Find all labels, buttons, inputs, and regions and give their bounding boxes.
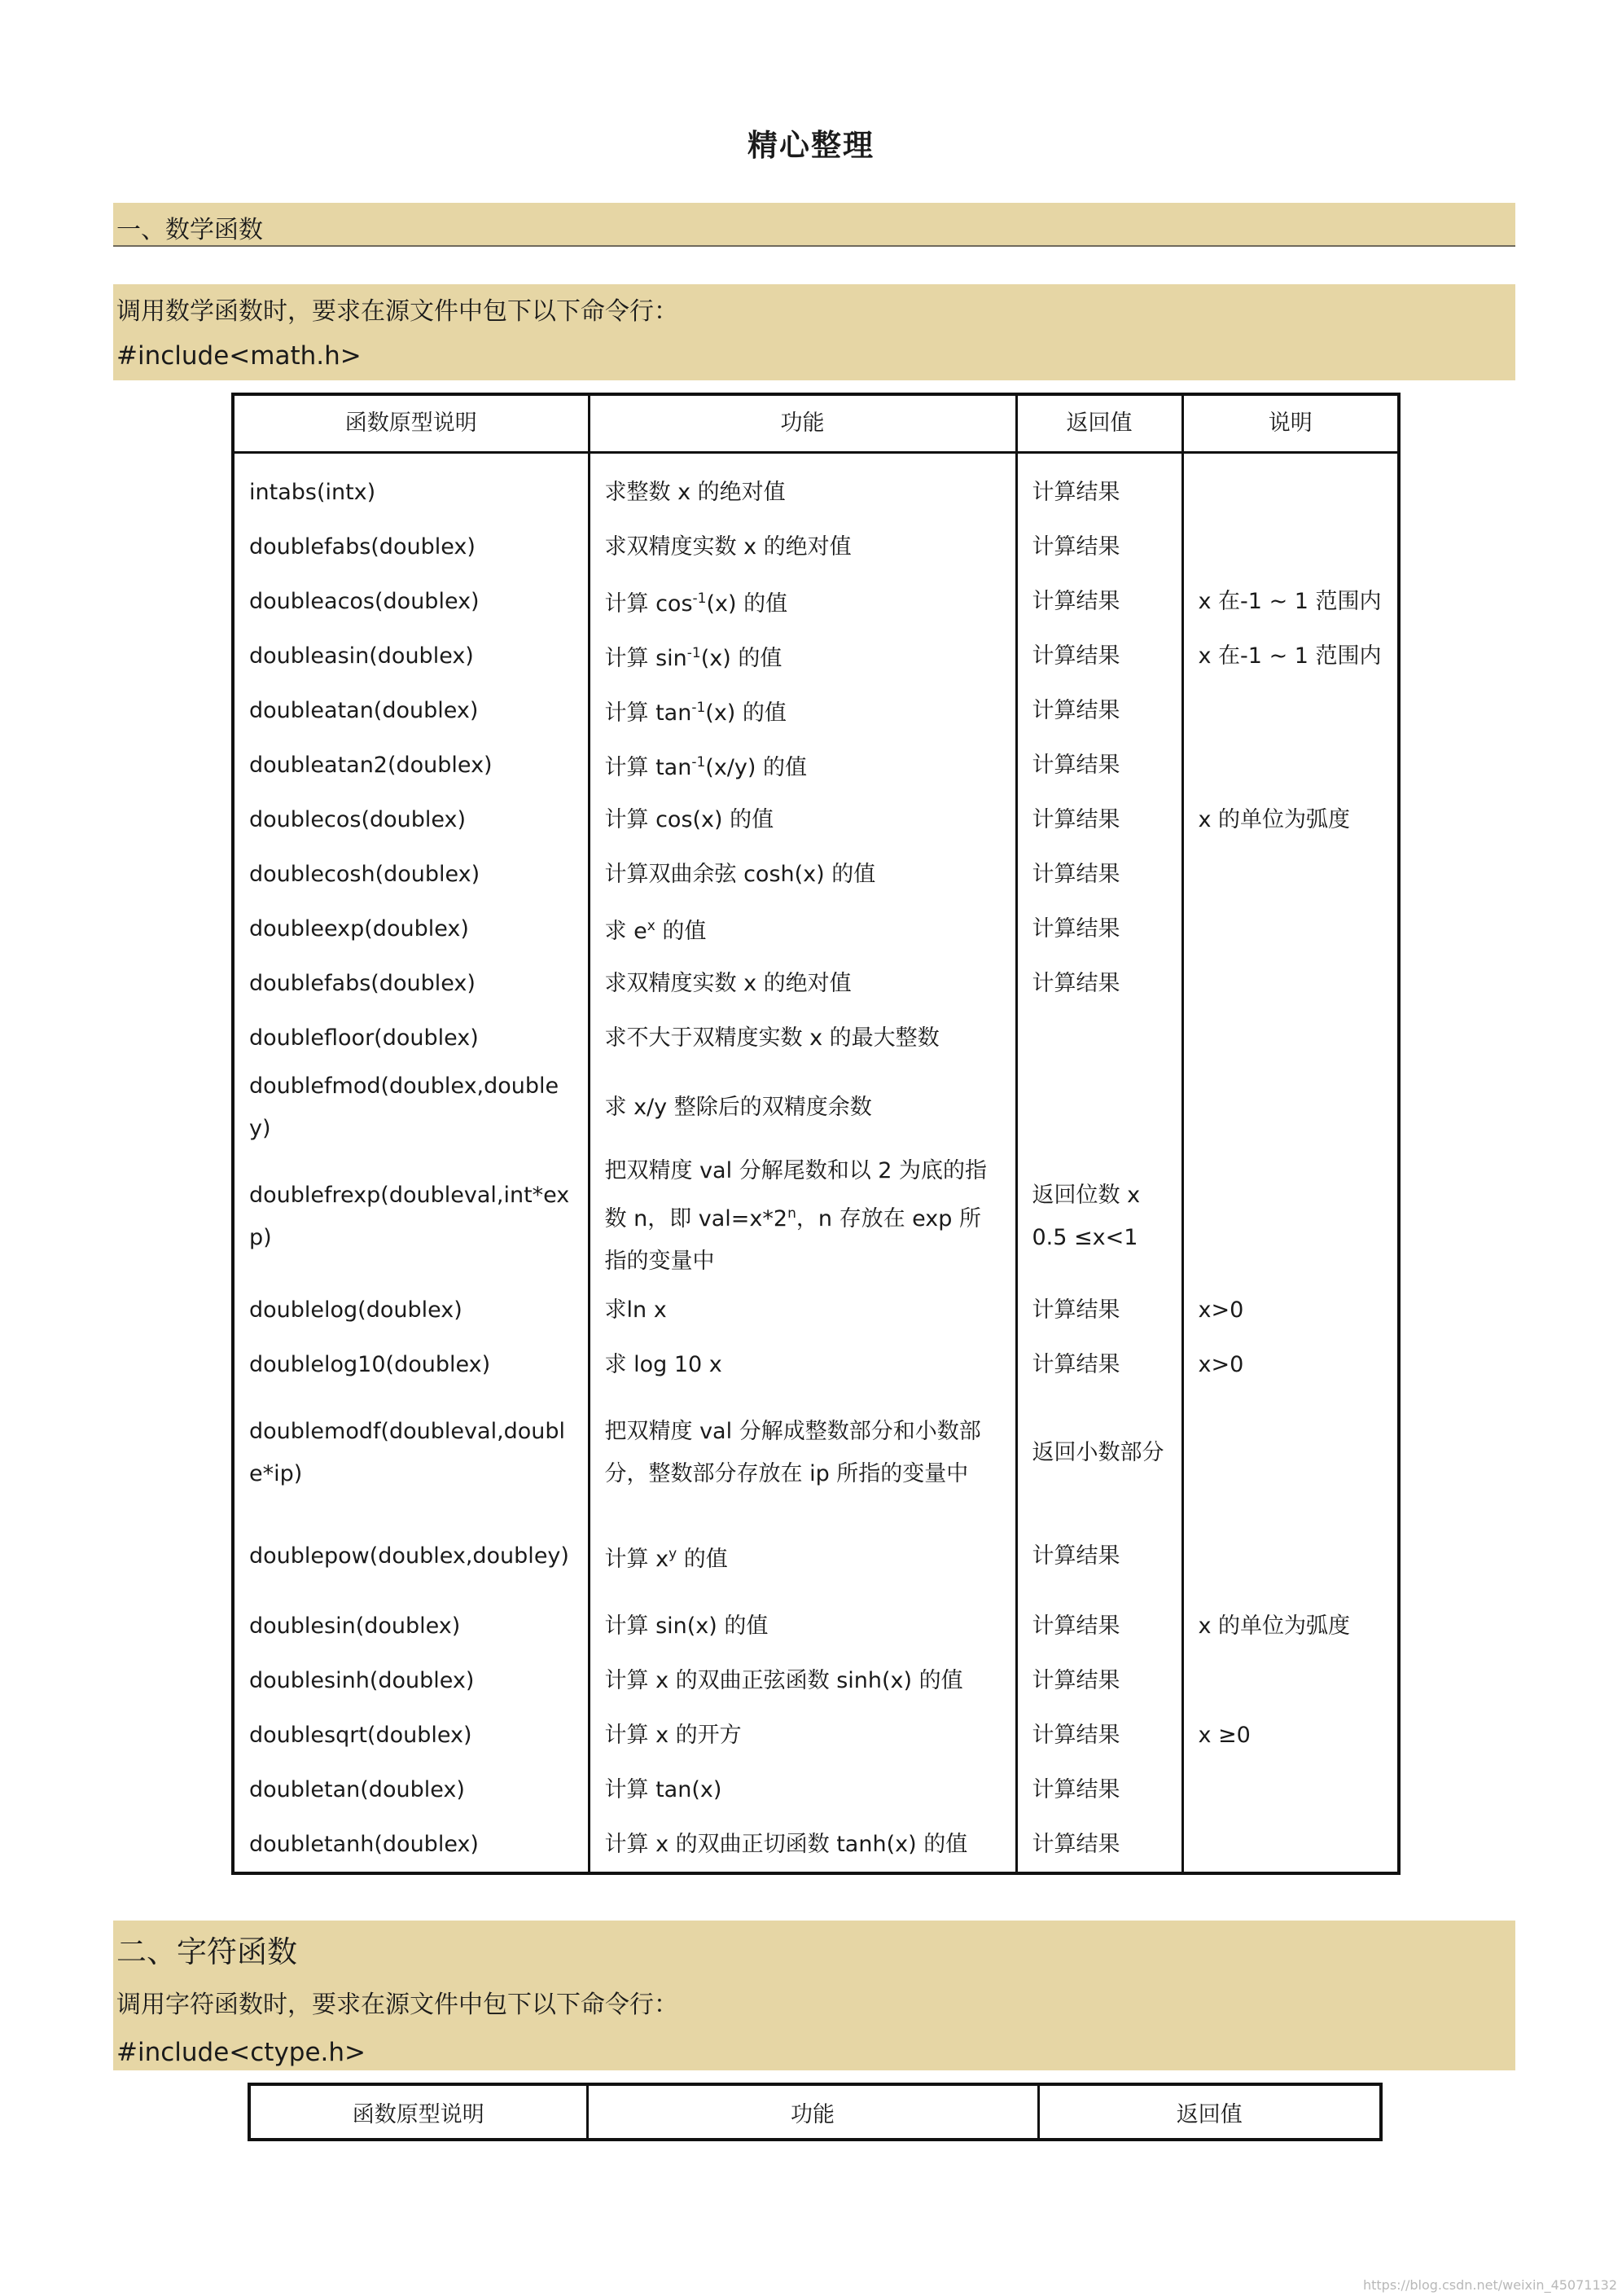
cell-proto: doubleatan(doublex) bbox=[233, 683, 589, 738]
cell-function bbox=[589, 902, 1016, 956]
table-row bbox=[233, 1653, 1399, 1708]
section1-intro-band bbox=[113, 284, 1515, 380]
header-proto: 函数原型说明 bbox=[249, 2084, 587, 2140]
cell-note bbox=[1182, 453, 1399, 520]
cell-function: 求不大于双精度实数 x 的最大整数 bbox=[589, 1011, 1016, 1065]
table-row bbox=[233, 1599, 1399, 1653]
cell-proto: doublesinh(doublex) bbox=[233, 1653, 589, 1708]
section1-heading-band bbox=[113, 203, 1515, 247]
cell-proto: doublelog10(doublex) bbox=[233, 1337, 589, 1392]
cell-return: 计算结果 bbox=[1016, 1337, 1182, 1392]
cell-return: 返回位数 x 0.5 ≤x<1 bbox=[1016, 1150, 1182, 1283]
cell-function: 计算 cos(x) 的值 bbox=[589, 792, 1016, 847]
cell-function: 计算 sin(x) 的值 bbox=[589, 1599, 1016, 1653]
cell-function: 求ln x bbox=[589, 1283, 1016, 1337]
cell-function: 求 x/y 整除后的双精度余数 bbox=[589, 1065, 1016, 1150]
cell-note bbox=[1182, 1065, 1399, 1150]
cell-function bbox=[589, 738, 1016, 792]
cell-proto: doubleexp(doublex) bbox=[233, 902, 589, 956]
table-row bbox=[233, 1708, 1399, 1763]
section2-intro-text: 调用字符函数时，要求在源文件中包下以下命令行： bbox=[116, 1991, 678, 2019]
header-function: 功能 bbox=[589, 394, 1016, 453]
cell-proto: doubleacos(doublex) bbox=[233, 574, 589, 629]
function-text-suffix: (x) 的值 bbox=[700, 646, 783, 671]
function-text: 计算 tan bbox=[604, 700, 692, 726]
cell-proto: doublesqrt(doublex) bbox=[233, 1708, 589, 1763]
cell-proto: doublemodf(doubleval,double*ip) bbox=[233, 1392, 589, 1514]
cell-function: 计算 x 的开方 bbox=[589, 1708, 1016, 1763]
function-text: 计算 x bbox=[604, 1546, 669, 1572]
header-return: 返回值 bbox=[1038, 2084, 1381, 2140]
cell-return: 计算结果 bbox=[1016, 520, 1182, 574]
cell-return: 计算结果 bbox=[1016, 738, 1182, 792]
cell-proto: doublefabs(doublex) bbox=[233, 956, 589, 1011]
table-row bbox=[233, 574, 1399, 629]
cell-function: 计算双曲余弦 cosh(x) 的值 bbox=[589, 847, 1016, 902]
cell-proto: doublesin(doublex) bbox=[233, 1599, 589, 1653]
cell-note bbox=[1182, 902, 1399, 956]
header-return: 返回值 bbox=[1016, 394, 1182, 453]
function-text-suffix: (x/y) 的值 bbox=[705, 755, 807, 780]
cell-note bbox=[1182, 683, 1399, 738]
cell-note bbox=[1182, 1817, 1399, 1873]
table-row bbox=[233, 520, 1399, 574]
cell-proto: doublefloor(doublex) bbox=[233, 1011, 589, 1065]
cell-proto: doublelog(doublex) bbox=[233, 1283, 589, 1337]
cell-return: 计算结果 bbox=[1016, 847, 1182, 902]
cell-function: 计算 x 的双曲正切函数 tanh(x) 的值 bbox=[589, 1817, 1016, 1873]
cell-return: 计算结果 bbox=[1016, 629, 1182, 683]
ctype-functions-table bbox=[248, 2083, 1383, 2141]
cell-function: 把双精度 val 分解成整数部分和小数部分，整数部分存放在 ip 所指的变量中 bbox=[589, 1392, 1016, 1514]
cell-return bbox=[1016, 1011, 1182, 1065]
cell-function: 计算 tan(x) bbox=[589, 1763, 1016, 1817]
function-text-suffix: (x) 的值 bbox=[706, 591, 788, 617]
table-header-row bbox=[233, 394, 1399, 453]
cell-note bbox=[1182, 1514, 1399, 1599]
table-row bbox=[233, 792, 1399, 847]
function-text-suffix: ，n 存放在 exp 所指的变量中 bbox=[604, 1206, 981, 1274]
cell-note bbox=[1182, 1011, 1399, 1065]
page-title: 精心整理 bbox=[747, 128, 875, 163]
cell-proto: doubleasin(doublex) bbox=[233, 629, 589, 683]
table-row bbox=[233, 1817, 1399, 1873]
cell-return: 计算结果 bbox=[1016, 1514, 1182, 1599]
cell-note bbox=[1182, 1150, 1399, 1283]
cell-note: x 的单位为弧度 bbox=[1182, 1599, 1399, 1653]
function-text: 把双精度 val 分解尾数和以 2 为底的指数 n，即 val=x*2 bbox=[604, 1158, 988, 1231]
header-function: 功能 bbox=[587, 2084, 1038, 2140]
table-row bbox=[233, 1150, 1399, 1283]
math-table-body bbox=[233, 453, 1399, 1874]
cell-return: 计算结果 bbox=[1016, 1708, 1182, 1763]
table-row bbox=[233, 683, 1399, 738]
cell-note: x 的单位为弧度 bbox=[1182, 792, 1399, 847]
cell-note: x 在-1 ~ 1 范围内 bbox=[1182, 629, 1399, 683]
function-text-suffix: 的值 bbox=[655, 919, 707, 944]
section1-include-line: #include<math.h> bbox=[116, 341, 362, 371]
function-superscript: y bbox=[669, 1545, 677, 1562]
function-superscript: x bbox=[647, 918, 655, 934]
math-functions-table bbox=[231, 393, 1401, 1875]
cell-function: 求整数 x 的绝对值 bbox=[589, 453, 1016, 520]
cell-note: x>0 bbox=[1182, 1283, 1399, 1337]
cell-proto: doubletan(doublex) bbox=[233, 1763, 589, 1817]
function-superscript: -1 bbox=[691, 700, 706, 716]
cell-return: 计算结果 bbox=[1016, 792, 1182, 847]
cell-note bbox=[1182, 1763, 1399, 1817]
cell-note bbox=[1182, 956, 1399, 1011]
function-superscript: -1 bbox=[691, 754, 706, 770]
section1-heading: 一、数学函数 bbox=[116, 216, 263, 244]
cell-proto: doublecosh(doublex) bbox=[233, 847, 589, 902]
cell-return: 计算结果 bbox=[1016, 1599, 1182, 1653]
function-text: 计算 tan bbox=[604, 755, 692, 780]
cell-function: 求 log 10 x bbox=[589, 1337, 1016, 1392]
cell-proto: doublepow(doublex,doubley) bbox=[233, 1514, 589, 1599]
cell-return: 计算结果 bbox=[1016, 1763, 1182, 1817]
header-proto: 函数原型说明 bbox=[233, 394, 589, 453]
cell-proto: doubleatan2(doublex) bbox=[233, 738, 589, 792]
cell-function bbox=[589, 574, 1016, 629]
cell-return: 计算结果 bbox=[1016, 1283, 1182, 1337]
table-row bbox=[233, 1514, 1399, 1599]
cell-return: 计算结果 bbox=[1016, 956, 1182, 1011]
section2-band bbox=[113, 1921, 1515, 2070]
table-row bbox=[233, 1763, 1399, 1817]
cell-function: 求双精度实数 x 的绝对值 bbox=[589, 956, 1016, 1011]
table-row bbox=[233, 738, 1399, 792]
cell-proto: doublefabs(doublex) bbox=[233, 520, 589, 574]
table-row bbox=[233, 1392, 1399, 1514]
cell-note bbox=[1182, 738, 1399, 792]
cell-note bbox=[1182, 1653, 1399, 1708]
cell-return: 返回小数部分 bbox=[1016, 1392, 1182, 1514]
cell-function bbox=[589, 1514, 1016, 1599]
table-row bbox=[233, 1337, 1399, 1392]
cell-proto: doublecos(doublex) bbox=[233, 792, 589, 847]
cell-function: 求双精度实数 x 的绝对值 bbox=[589, 520, 1016, 574]
function-text-suffix: (x) 的值 bbox=[705, 700, 787, 726]
table-row bbox=[233, 902, 1399, 956]
cell-return: 计算结果 bbox=[1016, 902, 1182, 956]
cell-note: x>0 bbox=[1182, 1337, 1399, 1392]
table-row bbox=[233, 453, 1399, 520]
section2-include-line: #include<ctype.h> bbox=[116, 2038, 366, 2067]
cell-proto: intabs(intx) bbox=[233, 453, 589, 520]
cell-note bbox=[1182, 1392, 1399, 1514]
cell-return: 计算结果 bbox=[1016, 1817, 1182, 1873]
table-row bbox=[233, 847, 1399, 902]
cell-proto: doublefmod(doublex,doubley) bbox=[233, 1065, 589, 1150]
cell-return: 计算结果 bbox=[1016, 683, 1182, 738]
cell-return: 计算结果 bbox=[1016, 453, 1182, 520]
cell-note: x 在-1 ~ 1 范围内 bbox=[1182, 574, 1399, 629]
table-row bbox=[233, 956, 1399, 1011]
cell-function bbox=[589, 629, 1016, 683]
cell-function bbox=[589, 1150, 1016, 1283]
function-text: 计算 sin bbox=[604, 646, 687, 671]
section1-intro-text: 调用数学函数时，要求在源文件中包下以下命令行： bbox=[116, 297, 678, 326]
function-text: 求 e bbox=[604, 919, 647, 944]
function-superscript: -1 bbox=[686, 645, 701, 661]
table-row bbox=[233, 629, 1399, 683]
function-text-suffix: 的值 bbox=[677, 1546, 728, 1572]
table-row bbox=[233, 1065, 1399, 1150]
header-note: 说明 bbox=[1182, 394, 1399, 453]
cell-proto: doubletanh(doublex) bbox=[233, 1817, 589, 1873]
cell-proto: doublefrexp(doubleval,int*exp) bbox=[233, 1150, 589, 1283]
cell-return: 计算结果 bbox=[1016, 1653, 1182, 1708]
cell-note bbox=[1182, 847, 1399, 902]
footer-url: https://blog.csdn.net/weixin_45071132 bbox=[1362, 2277, 1617, 2293]
table-header-row bbox=[249, 2084, 1381, 2140]
cell-note bbox=[1182, 520, 1399, 574]
table-row bbox=[233, 1283, 1399, 1337]
cell-function: 计算 x 的双曲正弦函数 sinh(x) 的值 bbox=[589, 1653, 1016, 1708]
cell-note: x ≥0 bbox=[1182, 1708, 1399, 1763]
cell-return: 计算结果 bbox=[1016, 574, 1182, 629]
cell-return bbox=[1016, 1065, 1182, 1150]
section2-heading: 二、字符函数 bbox=[116, 1934, 297, 1969]
table-row bbox=[233, 1011, 1399, 1065]
cell-function bbox=[589, 683, 1016, 738]
function-superscript: -1 bbox=[692, 590, 707, 607]
function-text: 计算 cos bbox=[604, 591, 693, 617]
function-superscript: n bbox=[787, 1205, 796, 1222]
